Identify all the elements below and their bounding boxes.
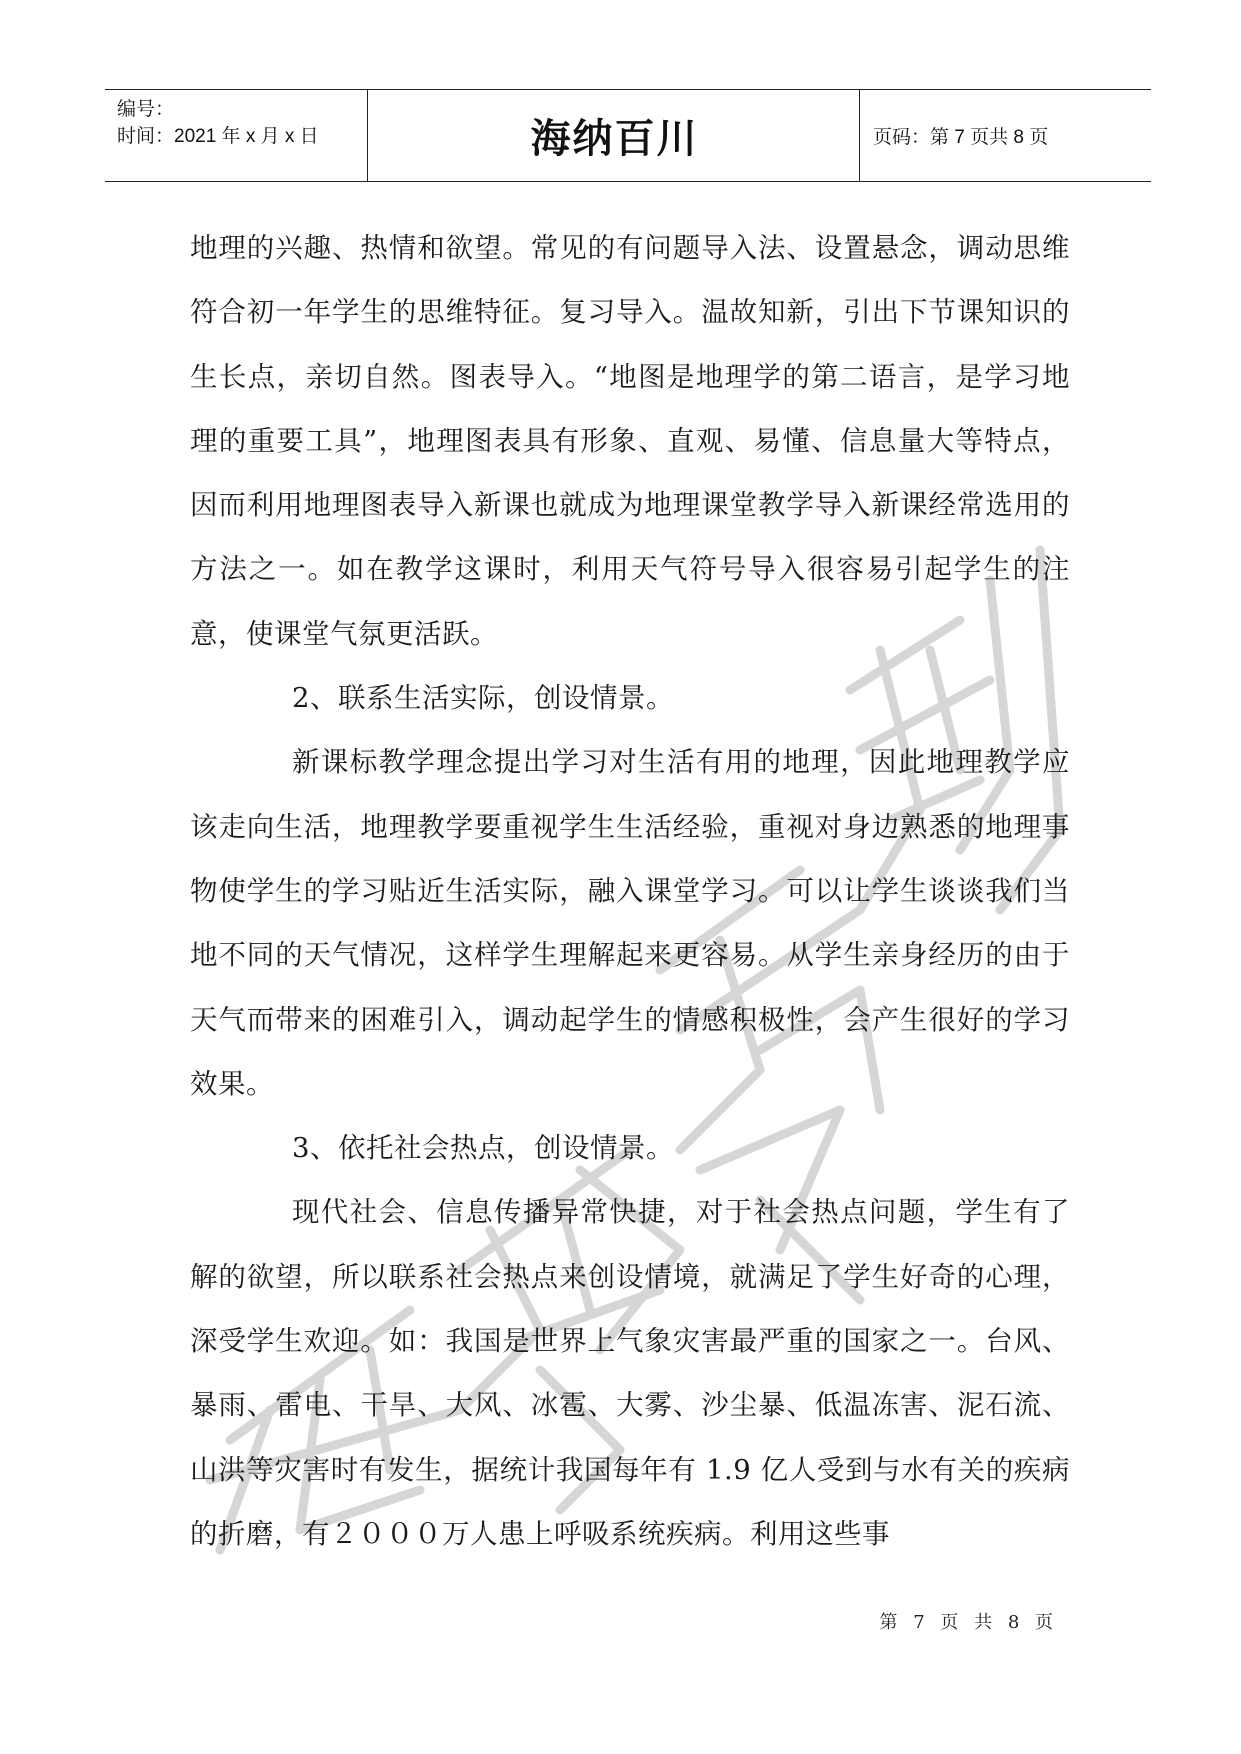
footer-page-number: 第 7 页 共 8 页 (879, 1612, 1058, 1633)
section-heading: 2、联系生活实际，创设情景。 (292, 682, 674, 715)
section-heading: 3、依托社会热点，创设情景。 (292, 1132, 674, 1165)
header-date-label: 时间：2021 年 x 月 x 日 (117, 126, 319, 147)
paragraph: 现代社会、信息传播异常快捷，对于社会热点问题，学生有了解的欲望，所以联系社会热点来创设情境，就满足了学生好奇的心理，深受学生欢迎。如：我国是世界上气象灾害最严重的国家之一。台风、暴雨、雷电、干旱、大风、冰雹、大雾、沙尘暴、低温冻害、泥石流、山洪等灾害时有发生，据统计我国每年有 1.9 亿人受到与水有关的疾病的折磨，有２０００万人患上呼吸系统疾病。利用这些事 (190, 1196, 1070, 1550)
document-body (190, 216, 1070, 1566)
header-page-label: 页码：第 7 页共 8 页 (873, 126, 1049, 148)
header-title: 海纳百川 (530, 115, 699, 162)
paragraph: 地理的兴趣、热情和欲望。常见的有问题导入法、设置悬念，调动思维符合初一年学生的思维特征。复习导入。温故知新，引出下节课知识的生长点，亲切自然。图表导入。“地图是地理学的第二语言，是学习地理的重要工具”，地理图表具有形象、直观、易懂、信息量大等特点，因而利用地理图表导入新课也就成为地理课堂教学导入新课经常选用的方法之一。如在教学这课时，利用天气符号导入很容易引起学生的注意，使课堂气氛更活跃。 (190, 232, 1070, 650)
header-meta (117, 96, 319, 150)
header-number-label: 编号： (117, 99, 175, 120)
paragraph: 新课标教学理念提出学习对生活有用的地理，因此地理教学应该走向生活，地理教学要重视学生生活经验，重视对身边熟悉的地理事物使学生的学习贴近生活实际，融入课堂学习。可以让学生谈谈我们当地不同的天气情况，这样学生理解起来更容易。从学生亲身经历的由于天气而带来的困难引入，调动起学生的情感积极性，会产生很好的学习效果。 (190, 746, 1070, 1100)
header-divider-left (367, 90, 368, 181)
document-header (105, 89, 1151, 182)
header-divider-right (859, 90, 860, 181)
